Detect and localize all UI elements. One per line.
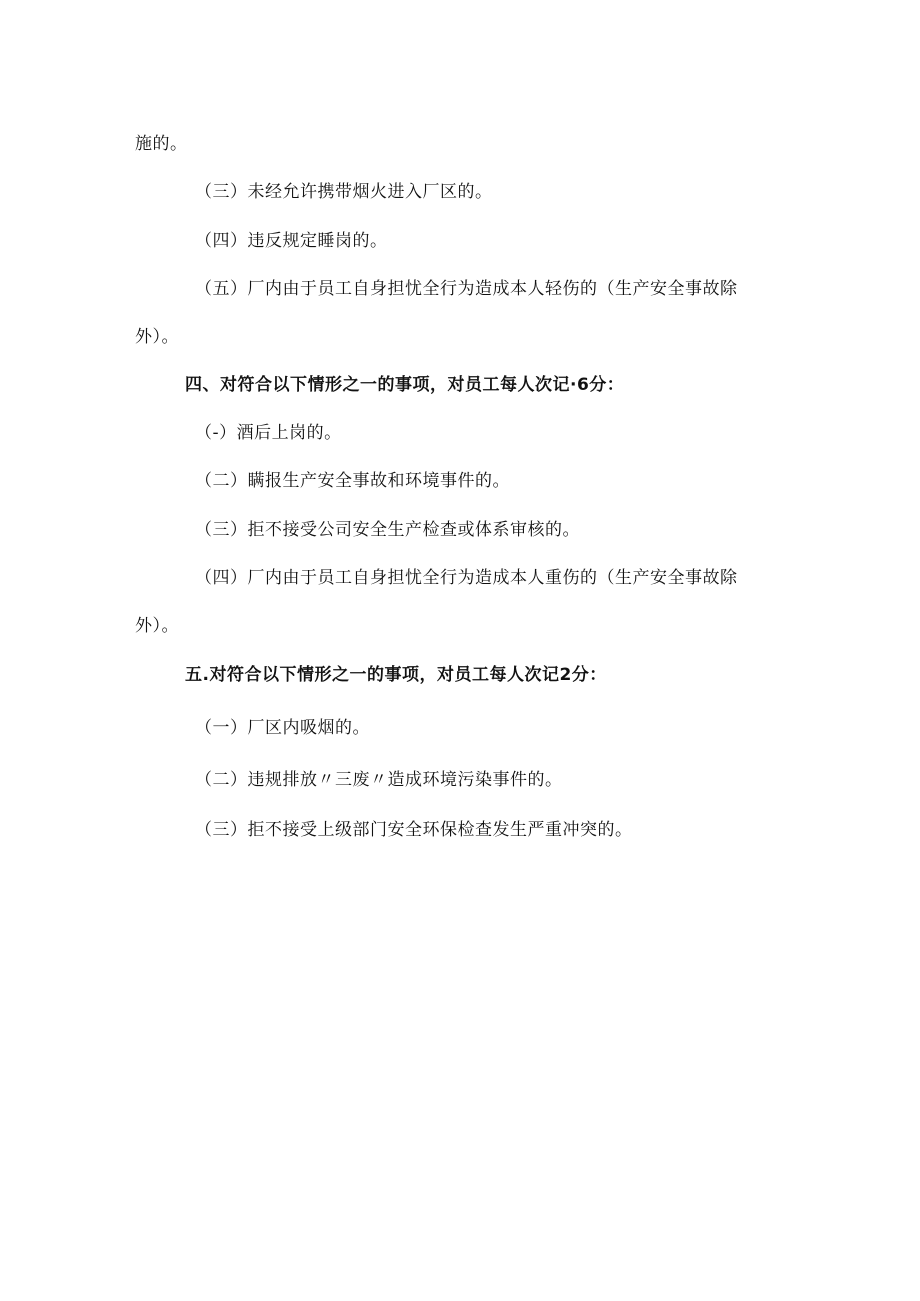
list-item: （二）瞒报生产安全事故和环境事件的。 xyxy=(195,471,510,491)
list-item: （五）厂内由于员工自身担忧全行为造成本人轻伤的（生产安全事故除 xyxy=(195,279,738,299)
section-heading: 五.对符合以下情形之一的事项，对员工每人次记2分： xyxy=(185,665,607,685)
list-item: （一）厂区内吸烟的。 xyxy=(195,718,370,738)
list-item: （-）酒后上岗的。 xyxy=(195,423,342,443)
list-item: （二）违规排放〃三废〃造成环境污染事件的。 xyxy=(195,770,563,790)
list-item: （四）违反规定睡岗的。 xyxy=(195,231,388,251)
list-item: （四）厂内由于员工自身担忧全行为造成本人重伤的（生产安全事故除 xyxy=(195,568,738,588)
list-item: （三）拒不接受公司安全生产检查或体系审核的。 xyxy=(195,520,580,540)
paragraph-continuation: 外）。 xyxy=(135,327,179,347)
list-item: （三）未经允许携带烟火进入厂区的。 xyxy=(195,182,493,202)
section-heading: 四、对符合以下情形之一的事项，对员工每人次记·6分： xyxy=(185,375,625,395)
paragraph-continuation: 施的。 xyxy=(135,134,188,154)
paragraph-continuation: 外）。 xyxy=(135,616,179,636)
list-item: （三）拒不接受上级部门安全环保检查发生严重冲突的。 xyxy=(195,820,633,840)
